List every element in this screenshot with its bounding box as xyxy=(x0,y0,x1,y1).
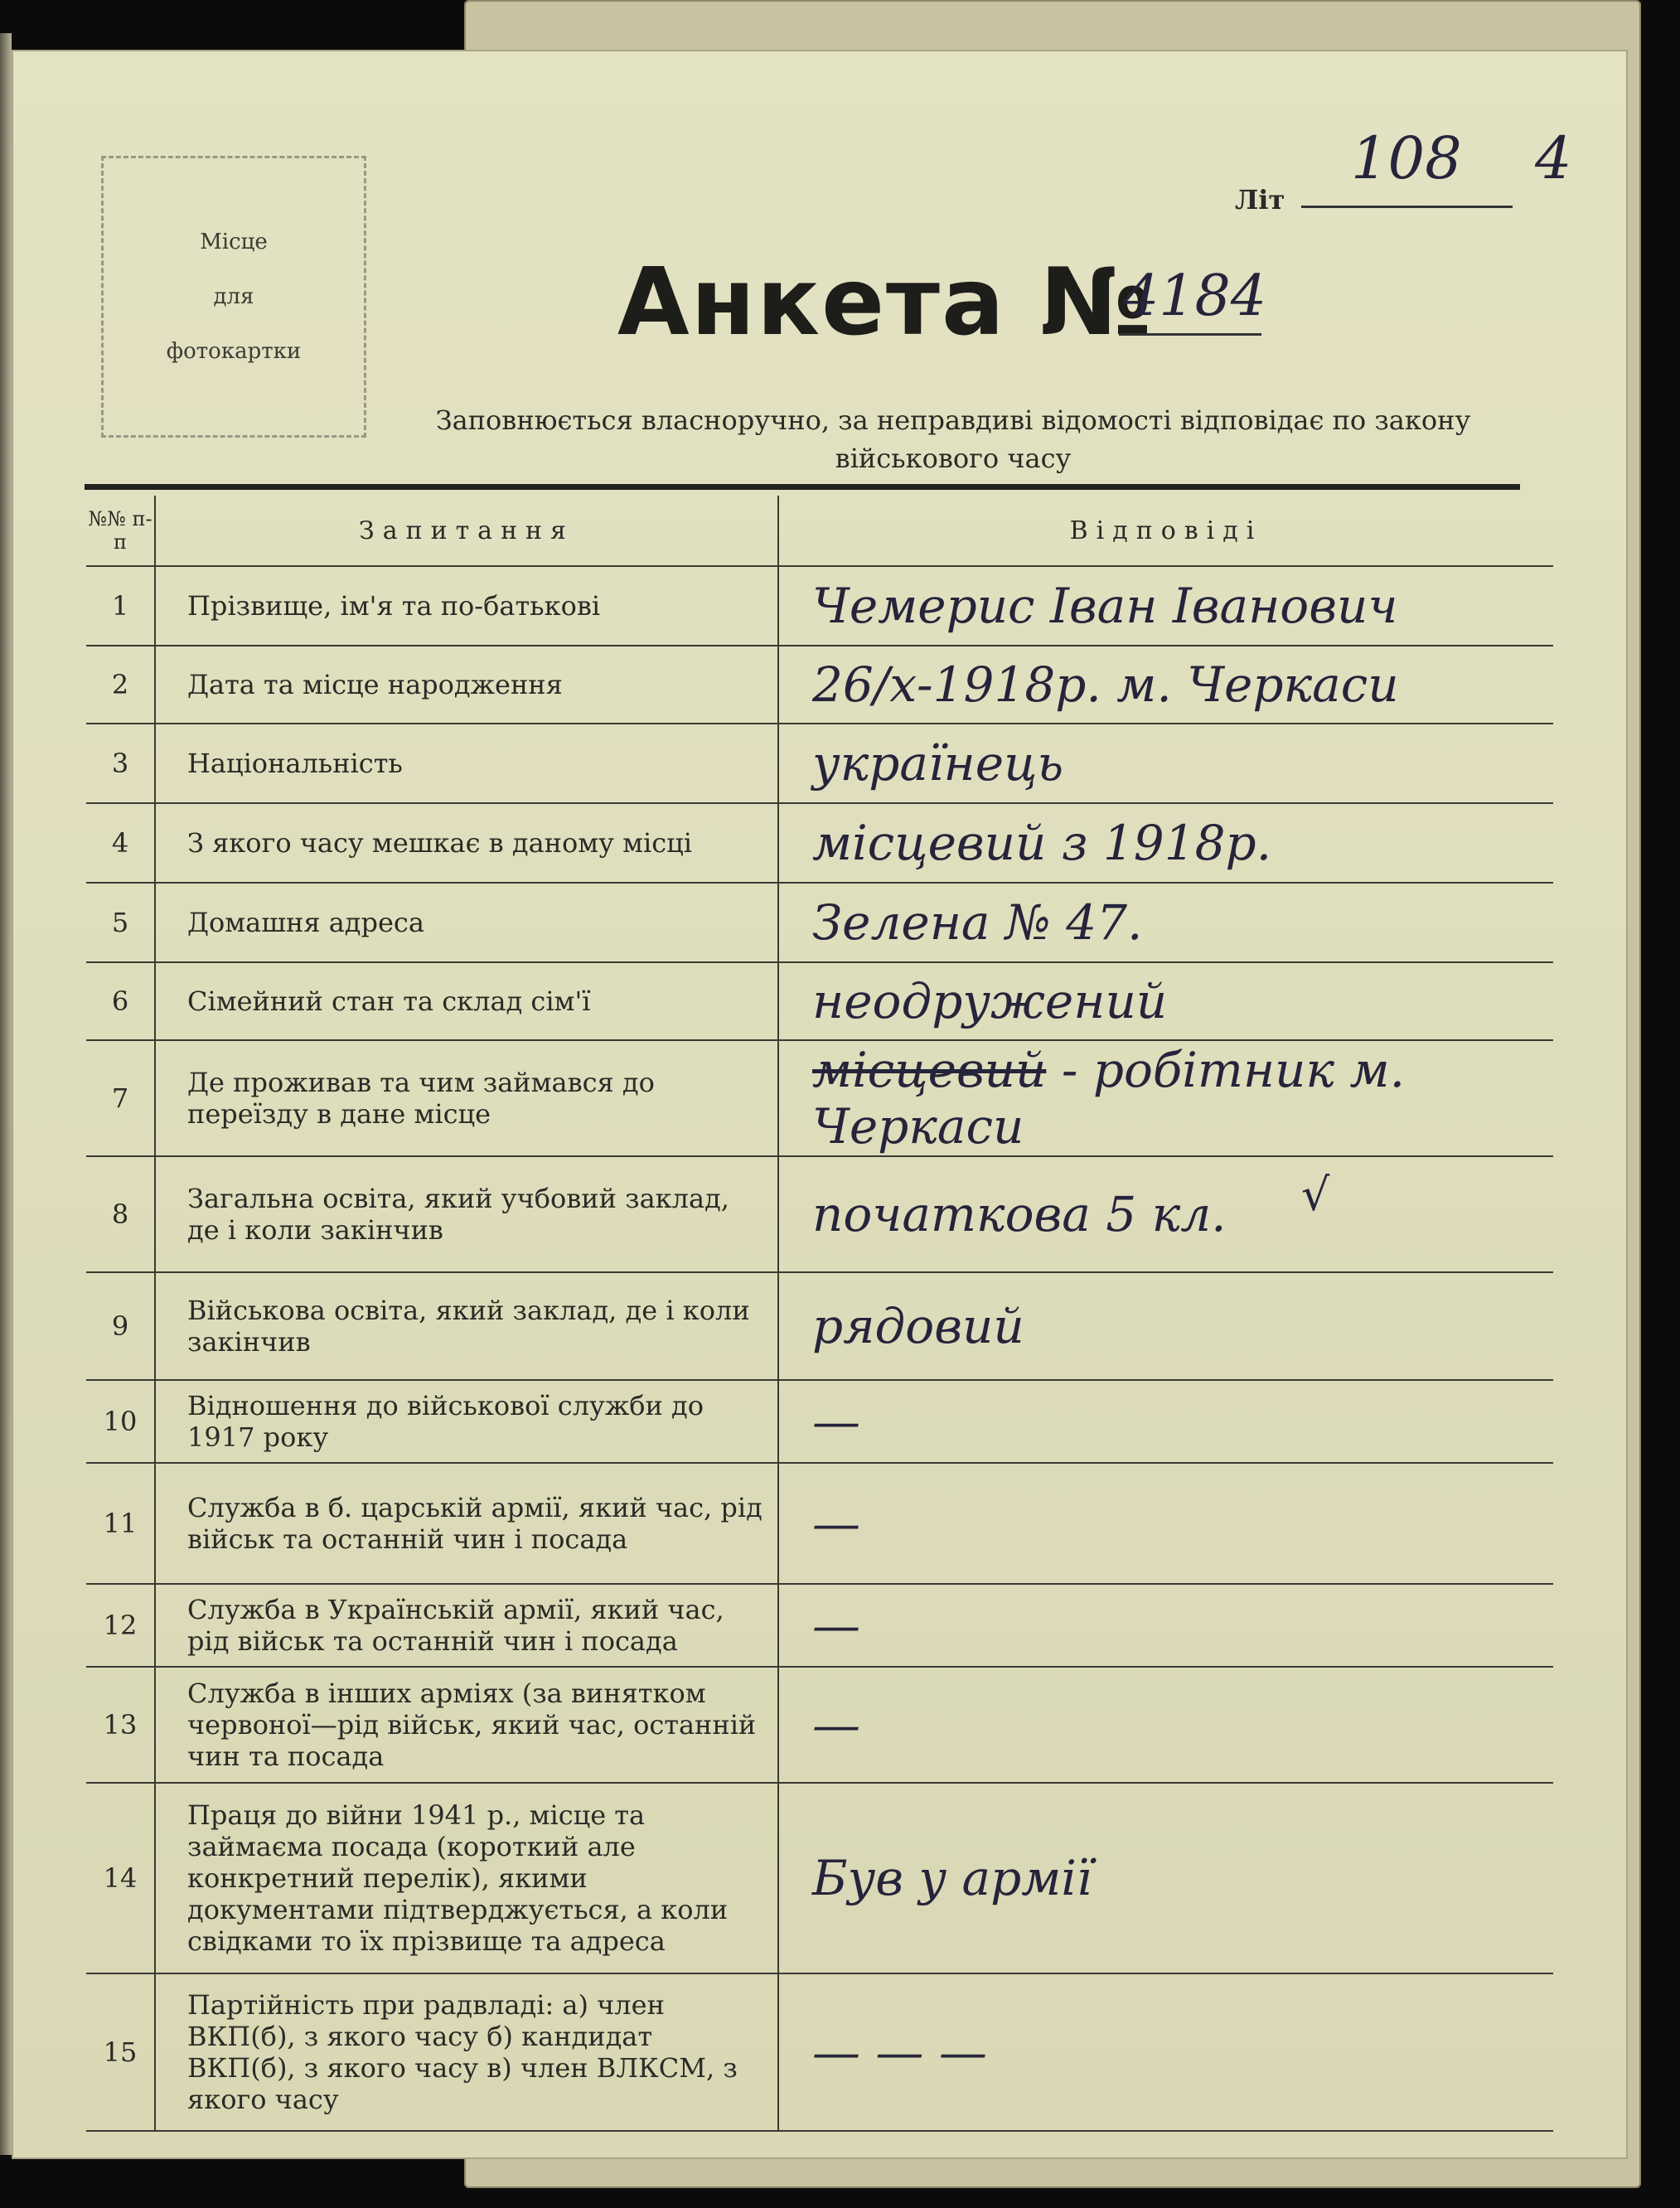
row-number: 15 xyxy=(86,1973,155,2131)
row-number: 11 xyxy=(86,1463,155,1584)
table-row xyxy=(86,1463,1553,1584)
row-number: 14 xyxy=(86,1783,155,1973)
row-answer[interactable]: Зелена № 47. xyxy=(778,883,1553,962)
photo-placeholder xyxy=(101,156,366,438)
row-number: 5 xyxy=(86,883,155,962)
table-row xyxy=(86,803,1553,883)
row-number: 7 xyxy=(86,1040,155,1156)
row-answer[interactable]: — xyxy=(778,1667,1553,1783)
table-row xyxy=(86,1667,1553,1783)
table-row xyxy=(86,566,1553,646)
lit-value: 108 xyxy=(1351,124,1462,192)
row-number: 13 xyxy=(86,1667,155,1783)
row-question: Національність xyxy=(155,724,778,803)
row-question: З якого часу мешкає в даному місці xyxy=(155,803,778,883)
row-number: 12 xyxy=(86,1584,155,1667)
table-row xyxy=(86,1973,1553,2131)
instructions: Заповнюється власноручно, за неправдиві відомості відповідає по закону військового часу xyxy=(435,404,1471,474)
photo-label-2: для xyxy=(213,284,254,309)
row-number: 6 xyxy=(86,962,155,1040)
table-row xyxy=(86,1584,1553,1667)
row-question: Служба в інших арміях (за винятком червоної—рід військ, який час, останній чин та посада xyxy=(155,1667,778,1783)
row-answer[interactable]: неодружений xyxy=(778,962,1553,1040)
form-number-underline xyxy=(1119,333,1261,336)
form-number: 4184 xyxy=(1123,264,1267,329)
table-row xyxy=(86,1272,1553,1380)
table-row xyxy=(86,1040,1553,1156)
row-question: Де проживав та чим займався до переїзду в дане місце xyxy=(155,1040,778,1156)
table-row xyxy=(86,646,1553,724)
row-question: Сімейний стан та склад сім'ї xyxy=(155,962,778,1040)
binding-edge xyxy=(0,33,12,2155)
row-question: Загальна освіта, який учбовий заклад, де і коли закінчив xyxy=(155,1156,778,1272)
row-answer[interactable] xyxy=(778,1040,1553,1156)
row-answer[interactable]: — xyxy=(778,1380,1553,1463)
row-question: Праця до війни 1941 р., місце та займаєма посада (короткий але конкретний перелік), якими документами підтверджується, а коли свідками то їх прізвище та адреса xyxy=(155,1783,778,1973)
column-header-number: №№ п-п xyxy=(86,496,155,566)
row-answer[interactable]: — xyxy=(778,1584,1553,1667)
row-number: 3 xyxy=(86,724,155,803)
row-answer[interactable]: початкова 5 кл. xyxy=(778,1156,1553,1272)
row-number: 1 xyxy=(86,566,155,646)
answer-text: - робітник м. Черкаси xyxy=(812,1042,1406,1155)
row-number: 2 xyxy=(86,646,155,724)
table-row xyxy=(86,1156,1553,1272)
row-number: 8 xyxy=(86,1156,155,1272)
table-row xyxy=(86,962,1553,1040)
row-question: Служба в Українській армії, який час, рід військ та останній чин і посада xyxy=(155,1584,778,1667)
questionnaire-table xyxy=(86,496,1553,2132)
check-mark: √ xyxy=(1301,1169,1330,1221)
table-row xyxy=(86,1380,1553,1463)
row-number: 10 xyxy=(86,1380,155,1463)
row-answer[interactable]: місцевий з 1918р. xyxy=(778,803,1553,883)
row-answer[interactable]: Був у армії xyxy=(778,1783,1553,1973)
row-question: Партійність при радвладі: а) член ВКП(б), з якого часу б) кандидат ВКП(б), з якого часу в) член ВЛКСМ, з якого часу xyxy=(155,1973,778,2131)
row-number: 9 xyxy=(86,1272,155,1380)
lit-label: Літ xyxy=(1235,184,1285,215)
row-answer[interactable]: рядовий xyxy=(778,1272,1553,1380)
row-answer[interactable]: 26/х-1918р. м. Черкаси xyxy=(778,646,1553,724)
table-row xyxy=(86,883,1553,962)
row-question: Прізвище, ім'я та по-батькові xyxy=(155,566,778,646)
struck-answer: місцевий xyxy=(812,1042,1047,1098)
table-row xyxy=(86,724,1553,803)
lit-underline xyxy=(1301,206,1513,208)
table-row xyxy=(86,1783,1553,1973)
row-question: Відношення до військової служби до 1917 року xyxy=(155,1380,778,1463)
row-answer[interactable]: українець xyxy=(778,724,1553,803)
row-answer[interactable]: — xyxy=(778,1463,1553,1584)
lit-extra: 4 xyxy=(1535,124,1572,192)
row-answer[interactable]: — — — xyxy=(778,1973,1553,2131)
column-header-answer: Відповіді xyxy=(778,496,1553,566)
photo-label-3: фотокартки xyxy=(166,339,302,364)
photo-label-1: Місце xyxy=(200,230,268,254)
row-question: Військова освіта, який заклад, де і коли закінчив xyxy=(155,1272,778,1380)
header-rule xyxy=(85,484,1520,490)
row-question: Служба в б. царській армії, який час, рід військ та останній чин і посада xyxy=(155,1463,778,1584)
row-question: Дата та місце народження xyxy=(155,646,778,724)
page-title: Анкета № xyxy=(617,249,1154,356)
column-header-question: Запитання xyxy=(155,496,778,566)
row-question: Домашня адреса xyxy=(155,883,778,962)
row-number: 4 xyxy=(86,803,155,883)
row-answer[interactable]: Чемерис Іван Іванович xyxy=(778,566,1553,646)
